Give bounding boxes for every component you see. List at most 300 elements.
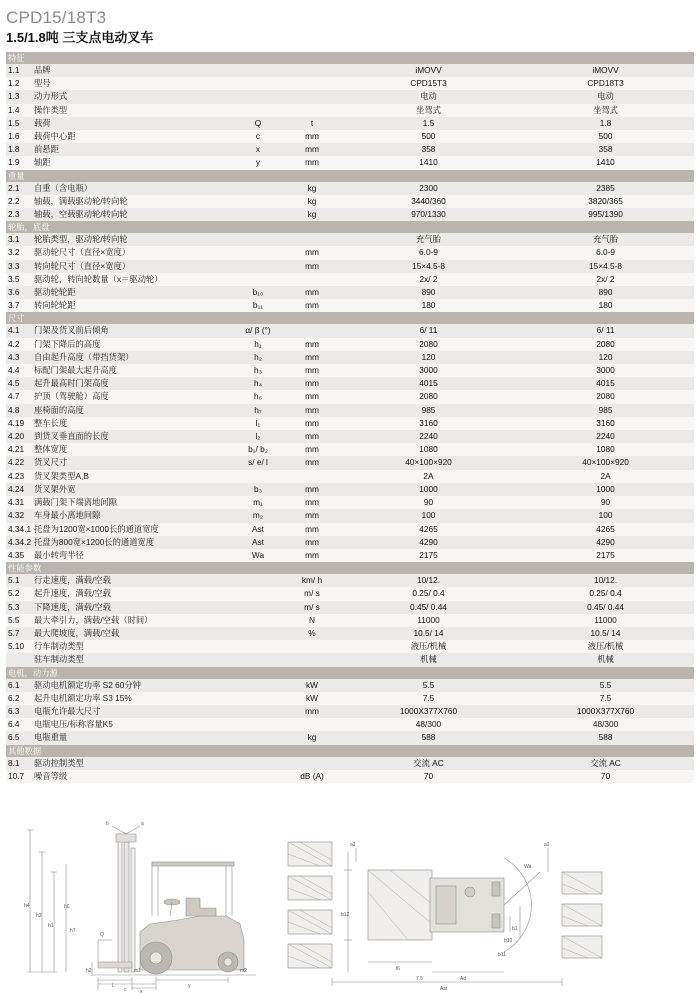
row-value-model2: 7.5 (517, 692, 694, 705)
row-value-model2: 2080 (517, 390, 694, 403)
row-unit (284, 640, 340, 653)
row-symbol (232, 77, 284, 90)
row-number: 1.4 (6, 104, 32, 117)
row-label: 满载门架下端离地间隙 (32, 496, 232, 509)
row-unit: kW (284, 679, 340, 692)
row-value-model2: 2080 (517, 338, 694, 351)
svg-text:m1: m1 (134, 968, 141, 974)
technical-drawings (0, 812, 700, 993)
row-unit (284, 233, 340, 246)
row-value-model2: 1410 (517, 156, 694, 169)
row-value-model2: 2240 (517, 430, 694, 443)
row-number: 4.5 (6, 377, 32, 390)
table-row (6, 549, 694, 562)
row-value-model2: 100 (517, 509, 694, 522)
row-value-model2: 10.5/ 14 (517, 627, 694, 640)
row-label: 载荷中心距 (32, 130, 232, 143)
row-value-model1: 180 (340, 299, 517, 312)
row-number: 4.1 (6, 324, 32, 337)
row-label: 托盘为800宽×1200长的通道宽度 (32, 536, 232, 549)
row-label: 自重（含电瓶） (32, 182, 232, 195)
row-number: 5.2 (6, 587, 32, 600)
row-unit (284, 90, 340, 103)
row-value-model2: 985 (517, 404, 694, 417)
row-value-model1: 70 (340, 770, 517, 783)
svg-text:m2: m2 (240, 968, 247, 974)
table-row (6, 90, 694, 103)
table-row (6, 260, 694, 273)
section-header-row (6, 667, 694, 679)
table-row (6, 601, 694, 614)
svg-text:c: c (124, 987, 127, 993)
row-value-model1: 2240 (340, 430, 517, 443)
table-row (6, 324, 694, 337)
row-value-model2: 11000 (517, 614, 694, 627)
row-value-model1: 4265 (340, 523, 517, 536)
row-value-model2: 40×100×920 (517, 456, 694, 469)
row-label: 操作类型 (32, 104, 232, 117)
row-number: 4.34.1 (6, 523, 32, 536)
row-value-model1: 0.45/ 0.44 (340, 601, 517, 614)
row-symbol: c (232, 130, 284, 143)
row-value-model1: 2x/ 2 (340, 273, 517, 286)
row-unit: mm (284, 549, 340, 562)
table-row (6, 523, 694, 536)
row-number: 4.2 (6, 338, 32, 351)
row-unit: mm (284, 456, 340, 469)
row-unit: kg (284, 208, 340, 221)
row-number: 5.5 (6, 614, 32, 627)
row-unit: t (284, 117, 340, 130)
row-number: 4.3 (6, 351, 32, 364)
row-symbol: h₇ (232, 404, 284, 417)
row-value-model2: 2A (517, 470, 694, 483)
section-header-row (6, 745, 694, 757)
svg-text:b1: b1 (512, 926, 518, 932)
table-row (6, 364, 694, 377)
row-symbol (232, 757, 284, 770)
row-unit: kg (284, 195, 340, 208)
row-symbol: b₃ (232, 483, 284, 496)
row-value-model2: 交流 AC (517, 757, 694, 770)
row-value-model1: 890 (340, 286, 517, 299)
row-label: 动力形式 (32, 90, 232, 103)
row-unit: mm (284, 143, 340, 156)
row-value-model2: 液压/机械 (517, 640, 694, 653)
row-number: 2.2 (6, 195, 32, 208)
row-unit: mm (284, 483, 340, 496)
row-value-model2: iMOVV (517, 64, 694, 77)
row-symbol (232, 731, 284, 744)
table-row (6, 156, 694, 169)
section-header-row (6, 312, 694, 324)
row-value-model2: 1.8 (517, 117, 694, 130)
row-symbol (232, 574, 284, 587)
specification-table (6, 52, 694, 783)
row-value-model1: 2080 (340, 338, 517, 351)
row-number: 5.10 (6, 640, 32, 653)
row-value-model2: 3160 (517, 417, 694, 430)
row-label: 行车制动类型 (32, 640, 232, 653)
row-value-model2: 6.0-9 (517, 246, 694, 259)
row-label: 轴距 (32, 156, 232, 169)
svg-text:l6: l6 (396, 966, 400, 972)
row-label: 品牌 (32, 64, 232, 77)
row-number: 4.19 (6, 417, 32, 430)
row-label: 最大牵引力，满载/空载（时间） (32, 614, 232, 627)
row-value-model2: 90 (517, 496, 694, 509)
row-number: 3.6 (6, 286, 32, 299)
row-unit: mm (284, 351, 340, 364)
row-symbol (232, 470, 284, 483)
row-number: 4.35 (6, 549, 32, 562)
table-row (6, 208, 694, 221)
svg-text:Ad: Ad (460, 976, 467, 982)
row-symbol (232, 614, 284, 627)
row-label: 起升电机额定功率 S3 15% (32, 692, 232, 705)
svg-text:Wa: Wa (524, 864, 532, 870)
row-value-model2: 充气胎 (517, 233, 694, 246)
row-number: 4.32 (6, 509, 32, 522)
section-title: 性能参数 (6, 562, 694, 574)
section-title: 重量 (6, 170, 694, 182)
row-unit: mm (284, 299, 340, 312)
table-row (6, 286, 694, 299)
row-value-model1: 交流 AC (340, 757, 517, 770)
row-symbol (232, 587, 284, 600)
row-label: 型号 (32, 77, 232, 90)
row-symbol: h₄ (232, 377, 284, 390)
table-row (6, 718, 694, 731)
svg-text:x: x (140, 989, 143, 993)
row-value-model2: 5.5 (517, 679, 694, 692)
table-row (6, 470, 694, 483)
row-number: 1.3 (6, 90, 32, 103)
table-row (6, 273, 694, 286)
row-symbol: h₆ (232, 390, 284, 403)
row-symbol: x (232, 143, 284, 156)
row-unit: mm (284, 509, 340, 522)
table-row (6, 195, 694, 208)
row-unit (284, 104, 340, 117)
row-unit: m/ s (284, 587, 340, 600)
row-symbol (232, 104, 284, 117)
table-row (6, 536, 694, 549)
row-label: 电瓶电压/标称容量K5 (32, 718, 232, 731)
table-row (6, 640, 694, 653)
row-value-model2: 2x/ 2 (517, 273, 694, 286)
row-symbol (232, 260, 284, 273)
row-symbol: m₁ (232, 496, 284, 509)
row-symbol: s/ e/ l (232, 456, 284, 469)
row-symbol (232, 692, 284, 705)
row-number: 3.2 (6, 246, 32, 259)
row-number: 2.3 (6, 208, 32, 221)
row-value-model1: 3000 (340, 364, 517, 377)
row-label: 驱动轮，转向轮数量（x＝驱动轮） (32, 273, 232, 286)
row-unit (284, 718, 340, 731)
table-row (6, 614, 694, 627)
row-label: 驱动轮轮距 (32, 286, 232, 299)
svg-text:b10: b10 (504, 938, 513, 944)
row-unit: kg (284, 182, 340, 195)
row-unit (284, 757, 340, 770)
row-unit: m/ s (284, 601, 340, 614)
row-number: 4.20 (6, 430, 32, 443)
row-symbol (232, 246, 284, 259)
row-symbol (232, 718, 284, 731)
row-value-model1: 10.5/ 14 (340, 627, 517, 640)
row-value-model2: 358 (517, 143, 694, 156)
table-row (6, 246, 694, 259)
row-unit: N (284, 614, 340, 627)
row-symbol: l₁ (232, 417, 284, 430)
row-value-model1: CPD15T3 (340, 77, 517, 90)
row-number: 1.2 (6, 77, 32, 90)
row-value-model1: 3440/360 (340, 195, 517, 208)
section-title: 尺寸 (6, 312, 694, 324)
row-value-model1: 985 (340, 404, 517, 417)
row-number: 4.21 (6, 443, 32, 456)
row-number: 4.31 (6, 496, 32, 509)
row-label: 车身最小离地间隙 (32, 509, 232, 522)
row-value-model2: 6/ 11 (517, 324, 694, 337)
row-label: 前悬距 (32, 143, 232, 156)
row-symbol: b₁₁ (232, 299, 284, 312)
table-row (6, 731, 694, 744)
row-unit: mm (284, 130, 340, 143)
section-title: 特征 (6, 52, 694, 64)
row-value-model1: 588 (340, 731, 517, 744)
svg-text:h7: h7 (70, 928, 76, 934)
row-number: 4.8 (6, 404, 32, 417)
row-value-model1: 2175 (340, 549, 517, 562)
row-number: 3.1 (6, 233, 32, 246)
row-symbol (232, 195, 284, 208)
row-label: 标配门架最大起升高度 (32, 364, 232, 377)
row-value-model1: 970/1330 (340, 208, 517, 221)
table-row (6, 182, 694, 195)
row-value-model1: 2300 (340, 182, 517, 195)
row-value-model1: 0.25/ 0.4 (340, 587, 517, 600)
row-number: 1.5 (6, 117, 32, 130)
row-value-model1: 358 (340, 143, 517, 156)
row-value-model1: 4015 (340, 377, 517, 390)
row-label: 到货叉垂直面的长度 (32, 430, 232, 443)
row-symbol: Wa (232, 549, 284, 562)
row-symbol: h₂ (232, 351, 284, 364)
row-value-model1: 7.5 (340, 692, 517, 705)
table-row (6, 233, 694, 246)
row-value-model1: 100 (340, 509, 517, 522)
row-value-model1: 1000X377X760 (340, 705, 517, 718)
table-row (6, 404, 694, 417)
row-number: 6.1 (6, 679, 32, 692)
row-symbol: h₁ (232, 338, 284, 351)
row-value-model2: 1000X377X760 (517, 705, 694, 718)
row-number: 4.4 (6, 364, 32, 377)
table-row (6, 757, 694, 770)
row-label: 货叉架类型A,B (32, 470, 232, 483)
row-unit: mm (284, 705, 340, 718)
row-symbol (232, 640, 284, 653)
row-label: 驱动电机额定功率 S2 60分钟 (32, 679, 232, 692)
svg-text:a: a (141, 821, 144, 827)
row-value-model1: 1080 (340, 443, 517, 456)
row-symbol (232, 208, 284, 221)
row-number: 4.7 (6, 390, 32, 403)
section-title: 其他数据 (6, 745, 694, 757)
row-value-model2: 500 (517, 130, 694, 143)
row-number: 3.5 (6, 273, 32, 286)
row-number: 1.8 (6, 143, 32, 156)
row-symbol (232, 90, 284, 103)
row-symbol (232, 770, 284, 783)
row-value-model2: 4265 (517, 523, 694, 536)
table-row (6, 574, 694, 587)
row-symbol (232, 233, 284, 246)
row-symbol: m₂ (232, 509, 284, 522)
row-label: 护顶（驾驶舱）高度 (32, 390, 232, 403)
row-value-model1: 10/12. (340, 574, 517, 587)
table-row (6, 430, 694, 443)
svg-text:h4: h4 (24, 903, 30, 909)
row-value-model2: 3820/365 (517, 195, 694, 208)
row-unit: mm (284, 404, 340, 417)
section-title: 轮胎，底盘 (6, 221, 694, 233)
row-number: 3.7 (6, 299, 32, 312)
row-symbol (232, 653, 284, 666)
row-unit: dB (A) (284, 770, 340, 783)
row-unit: km/ h (284, 574, 340, 587)
row-symbol: b₁/ b₂ (232, 443, 284, 456)
row-symbol (232, 64, 284, 77)
row-symbol (232, 679, 284, 692)
svg-text:a2: a2 (350, 842, 356, 848)
table-row (6, 509, 694, 522)
row-value-model2: 0.45/ 0.44 (517, 601, 694, 614)
row-value-model2: 588 (517, 731, 694, 744)
row-symbol: α/ β (°) (232, 324, 284, 337)
row-symbol: Ast (232, 536, 284, 549)
row-label: 电瓶重量 (32, 731, 232, 744)
row-value-model1: 90 (340, 496, 517, 509)
table-row (6, 377, 694, 390)
row-value-model1: 6/ 11 (340, 324, 517, 337)
svg-text:Q: Q (100, 932, 104, 938)
table-row (6, 627, 694, 640)
row-value-model2: 995/1390 (517, 208, 694, 221)
row-label: 载荷 (32, 117, 232, 130)
row-number: 6.2 (6, 692, 32, 705)
row-label: 座椅面的高度 (32, 404, 232, 417)
row-number: 6.3 (6, 705, 32, 718)
row-label: 驱动控制类型 (32, 757, 232, 770)
row-value-model1: 2080 (340, 390, 517, 403)
row-label: 门架及货叉前后倾角 (32, 324, 232, 337)
row-value-model2: 15×4.5-8 (517, 260, 694, 273)
svg-text:a2: a2 (544, 842, 550, 848)
row-value-model2: 70 (517, 770, 694, 783)
row-unit: kg (284, 731, 340, 744)
table-row (6, 130, 694, 143)
row-unit: mm (284, 430, 340, 443)
row-label: 起升速度，满载/空载 (32, 587, 232, 600)
row-value-model2: 180 (517, 299, 694, 312)
section-header-row (6, 170, 694, 182)
row-value-model2: 电动 (517, 90, 694, 103)
row-value-model1: 6.0-9 (340, 246, 517, 259)
row-number: 3.3 (6, 260, 32, 273)
row-unit: mm (284, 246, 340, 259)
table-row (6, 143, 694, 156)
row-label: 整体宽度 (32, 443, 232, 456)
row-unit (284, 470, 340, 483)
row-symbol (232, 182, 284, 195)
row-value-model2: 120 (517, 351, 694, 364)
row-unit (284, 653, 340, 666)
row-value-model2: CPD18T3 (517, 77, 694, 90)
table-row (6, 390, 694, 403)
section-header-row (6, 562, 694, 574)
row-value-model1: 液压/机械 (340, 640, 517, 653)
row-number: 6.5 (6, 731, 32, 744)
table-row (6, 692, 694, 705)
table-row (6, 653, 694, 666)
row-value-model2: 10/12. (517, 574, 694, 587)
row-number: 5.7 (6, 627, 32, 640)
row-number: 4.22 (6, 456, 32, 469)
row-value-model1: 40×100×920 (340, 456, 517, 469)
row-value-model1: 1.5 (340, 117, 517, 130)
row-symbol (232, 273, 284, 286)
row-unit: mm (284, 260, 340, 273)
row-value-model1: 11000 (340, 614, 517, 627)
table-row (6, 483, 694, 496)
table-row (6, 77, 694, 90)
row-value-model2: 2175 (517, 549, 694, 562)
row-value-model1: 5.5 (340, 679, 517, 692)
row-unit: mm (284, 364, 340, 377)
row-label: 转向轮轮距 (32, 299, 232, 312)
row-label: 最小转弯半径 (32, 549, 232, 562)
table-row (6, 117, 694, 130)
svg-text:h2: h2 (86, 968, 92, 974)
row-number: 1.9 (6, 156, 32, 169)
row-value-model2: 机械 (517, 653, 694, 666)
row-label: 转向轮尺寸（直径×宽度） (32, 260, 232, 273)
row-number: 4.23 (6, 470, 32, 483)
row-value-model1: 坐驾式 (340, 104, 517, 117)
section-title: 电机，动力源 (6, 667, 694, 679)
row-symbol: l₂ (232, 430, 284, 443)
row-value-model1: 15×4.5-8 (340, 260, 517, 273)
row-symbol: Q (232, 117, 284, 130)
row-label: 轴载，空载驱动轮/转向轮 (32, 208, 232, 221)
table-row (6, 351, 694, 364)
row-value-model1: 1410 (340, 156, 517, 169)
row-unit: % (284, 627, 340, 640)
table-row (6, 770, 694, 783)
row-label: 下降速度，满载/空载 (32, 601, 232, 614)
row-symbol (232, 627, 284, 640)
row-symbol: Ast (232, 523, 284, 536)
svg-text:h1: h1 (48, 923, 54, 929)
row-unit: mm (284, 496, 340, 509)
row-number: 8.1 (6, 757, 32, 770)
row-label: 整车长度 (32, 417, 232, 430)
row-symbol: b₁₀ (232, 286, 284, 299)
